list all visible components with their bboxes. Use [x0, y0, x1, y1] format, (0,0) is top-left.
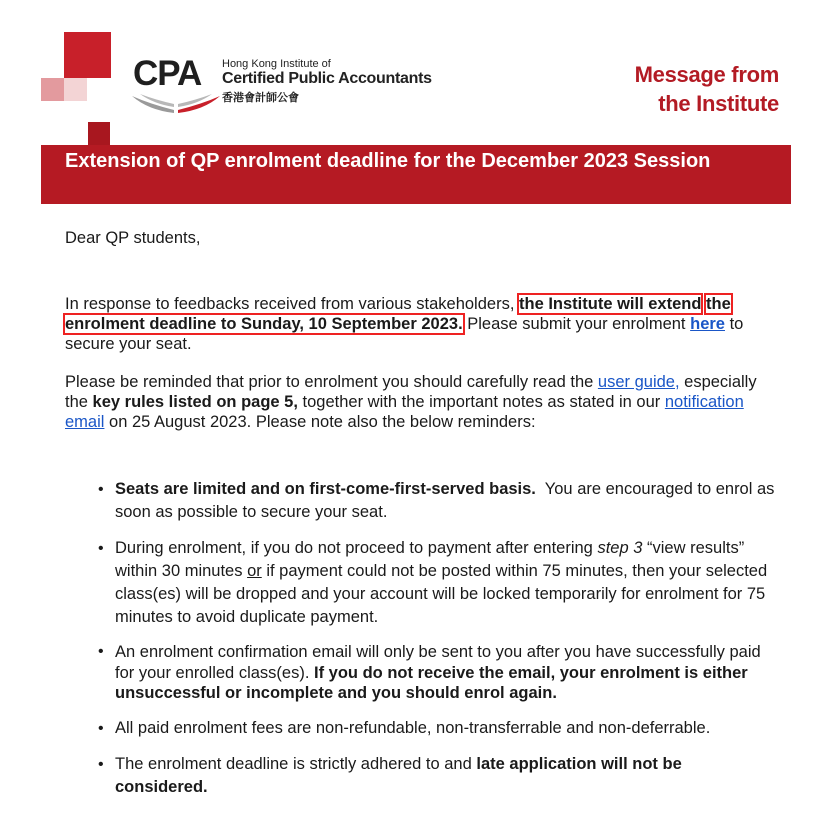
bullet-2-a: During enrolment, if you do not proceed to payment after entering: [115, 539, 593, 557]
list-item: [98, 537, 778, 629]
logo-cpa: CPA: [133, 54, 202, 93]
bullet-2-b: “view results” within 30 minutes: [115, 539, 745, 580]
bullet-3-text: An enrolment confirmation email will only be sent to you after you have successfully paid for your enrolled class(es).: [115, 643, 761, 682]
list-item: [98, 478, 778, 524]
bullet-5-bold: late application will not be considered.: [115, 754, 682, 796]
bullet-dot: •: [98, 719, 104, 737]
reminder-list: [98, 478, 778, 812]
bullet-2-c: if payment could not be posted within 75 minutes, then your selected class(es) will be dropped and your account will be locked temporarily for enrolment for 75 minutes to avoid duplicate payment.: [115, 562, 768, 626]
list-item: [98, 642, 778, 704]
bullet-3-bold: If you do not receive the email, your enrolment is either unsuccessful or incomplete and you should enrol again.: [115, 663, 748, 702]
bullet-dot: •: [98, 481, 104, 498]
bullet-1-bold: Seats are limited and on first-come-first-served basis.: [115, 480, 536, 498]
logo-line-1: Hong Kong Institute of: [222, 58, 331, 70]
bullet-2-or: or: [247, 562, 262, 580]
bullet-5-text: The enrolment deadline is strictly adhered to and: [115, 754, 472, 773]
bullet-4-text: All paid enrolment fees are non-refundable, non-transferrable and non-deferrable.: [115, 718, 711, 737]
list-item: [98, 717, 778, 740]
greeting: Dear QP students,: [65, 229, 201, 247]
email-body: [65, 228, 775, 432]
notification-email-link[interactable]: notification email: [65, 393, 744, 431]
bullet-dot: •: [98, 540, 104, 557]
bullet-dot: •: [98, 755, 104, 773]
highlight-extend: the Institute will extend: [519, 295, 702, 313]
para2-key-rules: key rules listed on page 5,: [92, 393, 298, 411]
logo-square-mid: [64, 78, 87, 101]
logo-square-large: [64, 32, 111, 78]
header-message-line-1: Message from: [634, 62, 779, 87]
bullet-dot: •: [98, 643, 104, 660]
logo-square-small: [41, 78, 64, 101]
para1-lead: In response to feedbacks received from various stakeholders,: [65, 295, 515, 313]
logo-line-2: Certified Public Accountants: [222, 70, 432, 87]
para2-b: especially the: [65, 373, 757, 411]
paragraph-reminder: [65, 372, 775, 432]
para2-a: Please be reminded that prior to enrolment you should carefully read the: [65, 373, 594, 391]
para1-end: to secure your seat.: [65, 315, 744, 353]
list-item: [98, 753, 778, 799]
header-message: [635, 60, 779, 118]
para1-tail: Please submit your enrolment: [467, 315, 686, 333]
para2-c: together with the important notes as stated in our: [302, 393, 661, 411]
page-title: Extension of QP enrolment deadline for the December 2023 Session: [65, 150, 711, 172]
logo-line-3: 香港會計師公會: [222, 92, 299, 104]
enrolment-link[interactable]: here: [690, 315, 725, 333]
title-banner: [41, 145, 791, 204]
logo-square-bottom: [88, 122, 110, 145]
highlight-deadline: the enrolment deadline to Sunday, 10 September 2023.: [65, 295, 731, 333]
user-guide-link[interactable]: user guide,: [597, 373, 680, 391]
logo-wings-icon: [130, 92, 222, 114]
paragraph-deadline: [65, 294, 775, 354]
header-message-line-2: the Institute: [658, 91, 779, 116]
para2-d: on 25 August 2023. Please note also the below reminders:: [109, 413, 536, 431]
bullet-1-text: You are encouraged to enrol as soon as possible to secure your seat.: [115, 480, 775, 521]
bullet-2-step: step 3: [597, 539, 643, 557]
